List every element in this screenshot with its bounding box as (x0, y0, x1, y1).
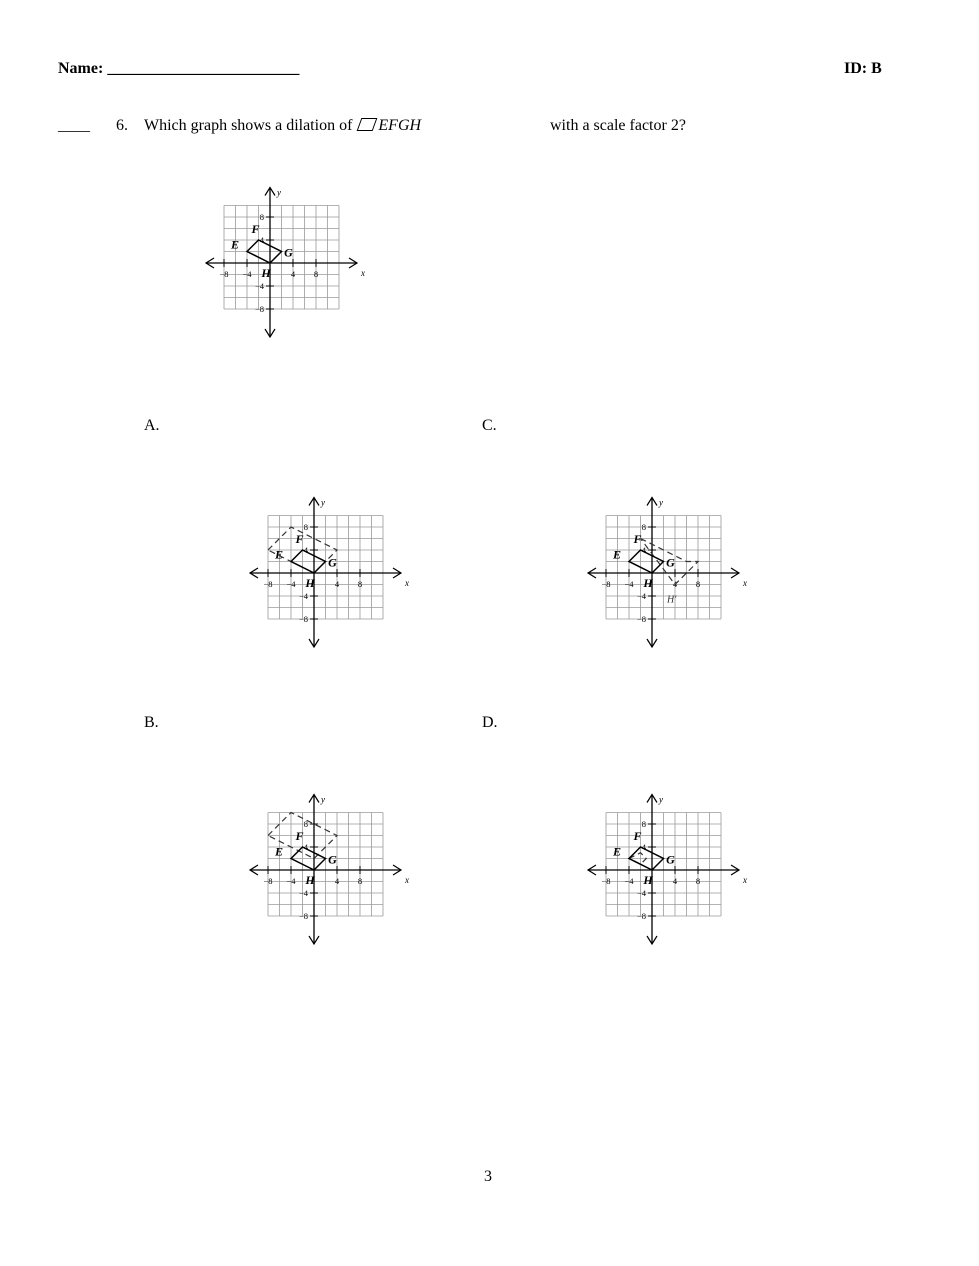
option-c-axes (588, 498, 747, 648)
option-c-grid (606, 516, 721, 620)
option-c-label: C. (482, 417, 497, 434)
option-d-axes (588, 795, 747, 945)
option-a-vertex-e: E (274, 547, 284, 562)
option-d-y-tick-label: 8 (641, 819, 646, 829)
parallelogram-icon (357, 118, 378, 131)
main-vertex-h: H (261, 266, 271, 280)
option-b-x-tick-label: 4 (334, 876, 340, 886)
option-b-axes (250, 795, 409, 945)
id-value: B (871, 60, 882, 77)
main-vertex-e: E (230, 237, 240, 252)
option-c-y-tick-label: −8 (636, 614, 646, 624)
option-b-vertex-e: E (274, 844, 284, 859)
option-c-vertex-g: G (666, 555, 675, 570)
option-a-vertex-h: H (305, 576, 315, 590)
page-number: 3 (484, 1168, 492, 1185)
option-d-y-label: y (659, 794, 663, 805)
option-b-vertex-f: F (295, 829, 304, 843)
main-x-tick-label: −8 (219, 269, 229, 279)
option-c-x-tick-label: −8 (601, 579, 611, 589)
option-c-x-tick-label: 4 (672, 579, 678, 589)
option-a-x-tick-label: 8 (357, 579, 363, 589)
option-a-y-tick-label: 8 (303, 522, 308, 532)
question-number: 6. (116, 117, 128, 134)
option-a-y-tick-label: 4 (303, 545, 308, 555)
option-d-label: D. (482, 714, 498, 731)
option-d-y-tick-label: 4 (641, 842, 646, 852)
option-b-y-tick-label: 8 (303, 819, 308, 829)
main-y-tick-label: 8 (259, 212, 264, 222)
option-c-x-tick-label: 8 (695, 579, 701, 589)
name-label: Name: (58, 60, 104, 77)
option-d-graph[interactable] (509, 729, 799, 1011)
option-d-x-tick-label: −8 (601, 876, 611, 886)
option-a-x-tick-label: −8 (263, 579, 273, 589)
main-vertex-f: F (251, 222, 260, 236)
option-d-x-tick-label: 4 (672, 876, 678, 886)
option-a-vertex-g: G (328, 555, 337, 570)
option-b-x-tick-label: −4 (286, 876, 296, 886)
main-x-label: x (361, 268, 365, 278)
option-b-x-tick-label: −8 (263, 876, 273, 886)
id-label: ID: (844, 60, 868, 77)
option-a-x-label: x (405, 578, 409, 588)
main-y-tick-label: −4 (254, 281, 264, 291)
main-grid (224, 206, 339, 310)
option-d-vertex-h: H (643, 873, 653, 887)
name-line (58, 60, 299, 78)
option-d-y-tick-label: −4 (636, 888, 646, 898)
option-b-label: B. (144, 714, 159, 731)
option-b-x-tick-label: 8 (357, 876, 363, 886)
option-d-vertex-f: F (633, 829, 642, 843)
name-blank: ________________________ (107, 60, 300, 77)
option-b-vertex-g: G (328, 852, 337, 867)
option-b-graph[interactable] (171, 729, 461, 1011)
option-a-x-tick-label: −4 (286, 579, 296, 589)
option-b-y-tick-label: −4 (298, 888, 308, 898)
option-b-vertex-h: H (305, 873, 315, 887)
figure-name: EFGH (378, 117, 422, 134)
option-d-x-tick-label: 8 (695, 876, 701, 886)
option-d-x-label: x (743, 875, 747, 885)
option-b-y-tick-label: −8 (298, 911, 308, 921)
option-a-grid (268, 516, 383, 620)
option-c-graph[interactable] (509, 432, 799, 714)
option-b-grid (268, 813, 383, 917)
option-c-y-tick-label: 8 (641, 522, 646, 532)
question-text-before: Which graph shows a dilation of (144, 117, 353, 134)
main-x-tick-label: 4 (290, 269, 296, 279)
option-a-axes (250, 498, 409, 648)
option-d-vertex-g: G (666, 852, 675, 867)
option-a-graph[interactable] (171, 432, 461, 714)
option-c-vertex-h: H (643, 576, 653, 590)
option-b-x-label: x (405, 875, 409, 885)
main-y-tick-label: −8 (254, 304, 264, 314)
option-d-vertex-e: E (612, 844, 622, 859)
id-line (844, 60, 882, 78)
main-y-tick-label: 4 (259, 235, 264, 245)
answer-blank: ____ (58, 117, 90, 134)
option-c-x-tick-label: −4 (624, 579, 634, 589)
option-d-y-tick-label: −8 (636, 911, 646, 921)
question-text-after: with a scale factor 2? (550, 117, 686, 134)
option-a-vertex-f: F (295, 532, 304, 546)
option-c-y-label: y (659, 497, 663, 508)
option-a-y-tick-label: −4 (298, 591, 308, 601)
option-c-y-tick-label: 4 (641, 545, 646, 555)
option-a-x-tick-label: 4 (334, 579, 340, 589)
option-c-vertex-e: E (612, 547, 622, 562)
option-a-label: A. (144, 417, 160, 434)
question-text (144, 117, 421, 135)
option-c-image-label: H′ (667, 594, 677, 606)
option-c-y-tick-label: −4 (636, 591, 646, 601)
original-graph (139, 134, 409, 392)
option-d-grid (606, 813, 721, 917)
main-vertex-g: G (284, 245, 293, 260)
option-d-x-tick-label: −4 (624, 876, 634, 886)
option-c-vertex-f: F (633, 532, 642, 546)
option-c-x-label: x (743, 578, 747, 588)
option-b-y-label: y (321, 794, 325, 805)
option-a-y-label: y (321, 497, 325, 508)
main-x-tick-label: 8 (313, 269, 319, 279)
main-y-label: y (277, 187, 281, 198)
option-a-y-tick-label: −8 (298, 614, 308, 624)
main-x-tick-label: −4 (242, 269, 252, 279)
main-axes (206, 188, 365, 338)
option-b-y-tick-label: 4 (303, 842, 308, 852)
